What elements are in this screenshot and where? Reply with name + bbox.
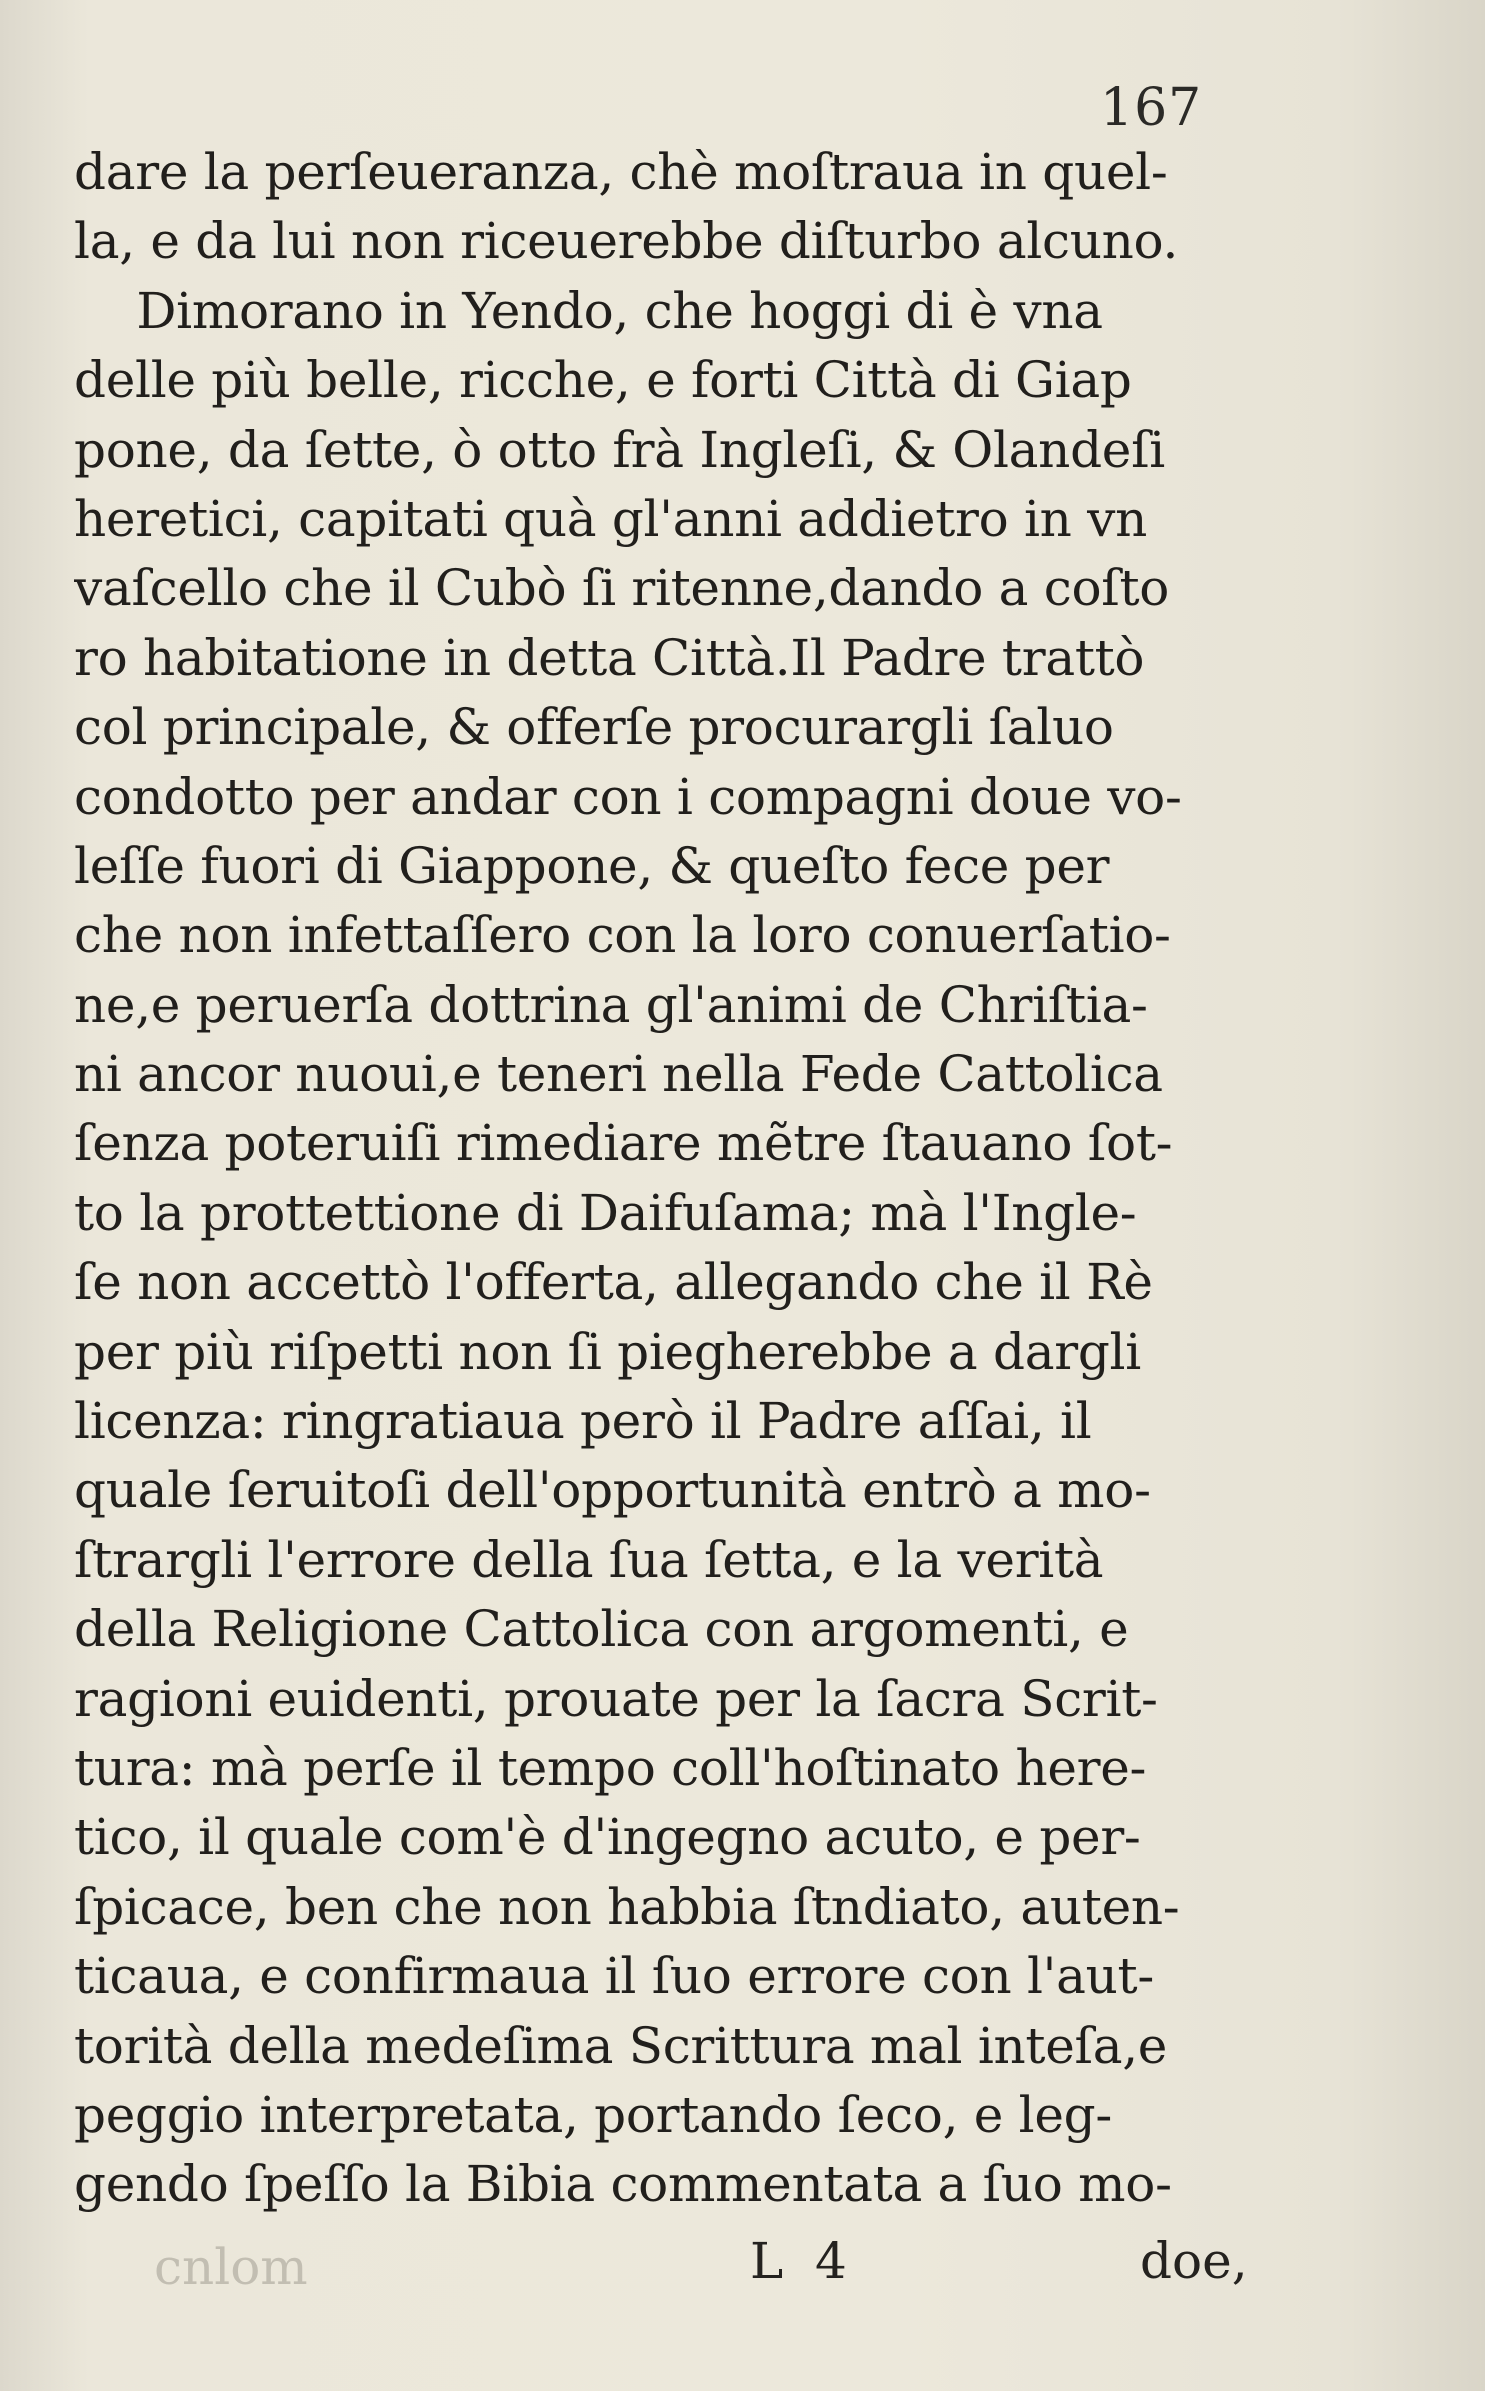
text-line: ſpicace, ben che non habbia ſtndiato, auten- [74, 1877, 1180, 1936]
text-line: peggio interpretata, portando ſeco, e leg- [74, 2085, 1112, 2144]
bleed-through-text: cnlom [154, 2238, 308, 2296]
text-line: ticaua, e confirmaua il ſuo errore con l'aut- [74, 1947, 1154, 2006]
text-line: condotto per andar con i compagni doue vo- [74, 767, 1182, 826]
text-line: quale ſeruitoſi dell'opportunità entrò a mo- [74, 1461, 1151, 1520]
text-line: dare la perſeueranza, chè moſtraua in quel- [74, 143, 1168, 201]
text-line: ro habitatione in detta Città.Il Padre trattò [74, 628, 1145, 687]
body-text [74, 138, 1294, 2220]
text-line: pone, da ſette, ò otto frà Ingleſi, & Olandeſi [74, 420, 1165, 479]
signature-mark: L 4 [750, 2232, 847, 2290]
text-line: licenza: ringratiaua però il Padre aſſai, il [74, 1392, 1092, 1451]
text-line: che non infettaſſero con la loro conuerſatio- [74, 906, 1171, 965]
text-line: la, e da lui non riceuerebbe diſturbo alcuno. [74, 212, 1179, 271]
text-line: ne,e peruerſa dottrina gl'animi de Chriſtia- [74, 975, 1148, 1034]
text-line: delle più belle, ricche, e forti Città di Giap [74, 351, 1132, 410]
catchword: doe, [1140, 2232, 1248, 2290]
text-line: per più riſpetti non ſi piegherebbe a dargli [74, 1322, 1141, 1381]
text-line: gendo ſpeſſo la Bibia commentata a ſuo mo- [74, 2155, 1172, 2214]
text-line: vaſcello che il Cubò ſi ritenne,dando a coſto [74, 559, 1170, 618]
text-line: ſenza poteruiſi rimediare mẽtre ſtauano ſot- [74, 1114, 1173, 1173]
text-line: ſe non accettò l'offerta, allegando che il Rè [74, 1253, 1153, 1312]
text-line: heretici, capitati quà gl'anni addietro in vn [74, 489, 1148, 548]
text-line: torità della medeſima Scrittura mal inteſa,e [74, 2016, 1168, 2075]
page-footer [74, 2232, 1294, 2312]
text-line: ragioni euidenti, prouate per la ſacra Scrit- [74, 1669, 1158, 1728]
text-line: tico, il quale com'è d'ingegno acuto, e per- [74, 1808, 1141, 1867]
text-line: ni ancor nuoui,e teneri nella Fede Cattolica [74, 1045, 1163, 1104]
text-line: Dimorano in Yendo, che hoggi di è vna [74, 281, 1103, 340]
text-line: to la prottettione di Daifuſama; mà l'Ingle- [74, 1183, 1137, 1242]
text-line: tura: mà perſe il tempo coll'hoſtinato here- [74, 1738, 1147, 1797]
text-line: col principale, & offerſe procurargli ſaluo [74, 698, 1114, 757]
text-line: leſſe fuori di Giappone, & queſto fece per [74, 836, 1110, 895]
text-line: della Religione Cattolica con argomenti, e [74, 1600, 1129, 1659]
page-number: 167 [1100, 78, 1203, 138]
text-line: ſtrargli l'errore della ſua ſetta, e la verità [74, 1530, 1104, 1589]
